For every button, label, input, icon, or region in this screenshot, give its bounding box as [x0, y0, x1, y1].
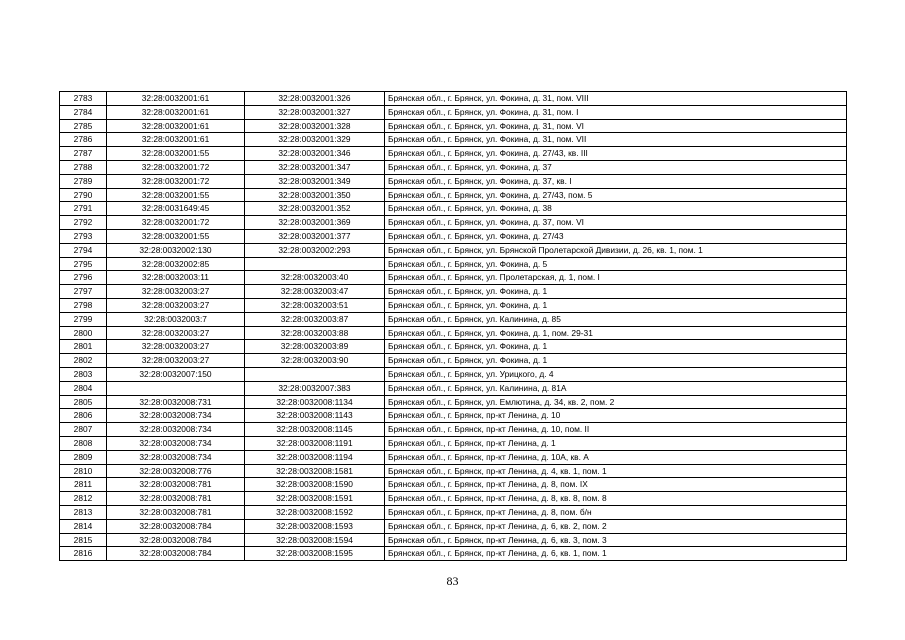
land-cadastral-number-cell: 32:28:0032001:61 — [107, 133, 245, 147]
object-cadastral-number-cell: 32:28:0032003:47 — [245, 285, 385, 299]
object-cadastral-number-cell: 32:28:0032003:88 — [245, 326, 385, 340]
address-cell: Брянская обл., г. Брянск, ул. Брянской Пролетарской Дивизии, д. 26, кв. 1, пом. 1 — [385, 243, 847, 257]
land-cadastral-number-cell: 32:28:0032002:130 — [107, 243, 245, 257]
land-cadastral-number-cell: 32:28:0032001:61 — [107, 119, 245, 133]
object-cadastral-number-cell: 32:28:0032008:1143 — [245, 409, 385, 423]
row-number-cell: 2798 — [60, 298, 107, 312]
row-number-cell: 2803 — [60, 367, 107, 381]
table-row — [60, 271, 847, 285]
land-cadastral-number-cell: 32:28:0032003:7 — [107, 312, 245, 326]
row-number-cell: 2796 — [60, 271, 107, 285]
table-row — [60, 147, 847, 161]
table-row — [60, 285, 847, 299]
address-cell: Брянская обл., г. Брянск, ул. Фокина, д. 27/43 — [385, 229, 847, 243]
land-cadastral-number-cell: 32:28:0032008:734 — [107, 423, 245, 437]
table-row — [60, 174, 847, 188]
table-row — [60, 492, 847, 506]
table-row — [60, 119, 847, 133]
object-cadastral-number-cell: 32:28:0032008:1145 — [245, 423, 385, 437]
address-cell: Брянская обл., г. Брянск, пр-кт Ленина, д. 6, кв. 1, пом. 1 — [385, 547, 847, 561]
land-cadastral-number-cell: 32:28:0032003:27 — [107, 285, 245, 299]
row-number-cell: 2805 — [60, 395, 107, 409]
address-cell: Брянская обл., г. Брянск, ул. Фокина, д. 1 — [385, 340, 847, 354]
table-row — [60, 257, 847, 271]
row-number-cell: 2787 — [60, 147, 107, 161]
document-sheet — [59, 91, 846, 561]
row-number-cell: 2795 — [60, 257, 107, 271]
object-cadastral-number-cell: 32:28:0032001:352 — [245, 202, 385, 216]
address-cell: Брянская обл., г. Брянск, ул. Фокина, д. 38 — [385, 202, 847, 216]
address-cell: Брянская обл., г. Брянск, пр-кт Ленина, д. 6, кв. 3, пом. 3 — [385, 533, 847, 547]
land-cadastral-number-cell: 32:28:0032003:27 — [107, 298, 245, 312]
object-cadastral-number-cell: 32:28:0032003:89 — [245, 340, 385, 354]
row-number-cell: 2792 — [60, 216, 107, 230]
address-cell: Брянская обл., г. Брянск, ул. Фокина, д. 31, пом. VII — [385, 133, 847, 147]
row-number-cell: 2794 — [60, 243, 107, 257]
address-cell: Брянская обл., г. Брянск, ул. Фокина, д. 27/43, кв. III — [385, 147, 847, 161]
address-cell: Брянская обл., г. Брянск, ул. Фокина, д. 31, пом. VI — [385, 119, 847, 133]
object-cadastral-number-cell: 32:28:0032001:377 — [245, 229, 385, 243]
land-cadastral-number-cell: 32:28:0032008:734 — [107, 409, 245, 423]
table-row — [60, 547, 847, 561]
object-cadastral-number-cell: 32:28:0032008:1591 — [245, 492, 385, 506]
address-cell: Брянская обл., г. Брянск, ул. Фокина, д. 31, пом. VIII — [385, 92, 847, 106]
land-cadastral-number-cell: 32:28:0032003:27 — [107, 326, 245, 340]
object-cadastral-number-cell: 32:28:0032001:326 — [245, 92, 385, 106]
row-number-cell: 2811 — [60, 478, 107, 492]
address-cell: Брянская обл., г. Брянск, ул. Пролетарская, д. 1, пом. I — [385, 271, 847, 285]
land-cadastral-number-cell: 32:28:0032001:72 — [107, 174, 245, 188]
table-row — [60, 409, 847, 423]
address-cell: Брянская обл., г. Брянск, ул. Фокина, д. 1 — [385, 285, 847, 299]
land-cadastral-number-cell: 32:28:0032002:85 — [107, 257, 245, 271]
table-row — [60, 395, 847, 409]
object-cadastral-number-cell: 32:28:0032002:293 — [245, 243, 385, 257]
address-cell: Брянская обл., г. Брянск, пр-кт Ленина, д. 8, кв. 8, пом. 8 — [385, 492, 847, 506]
land-cadastral-number-cell: 32:28:0032008:781 — [107, 478, 245, 492]
row-number-cell: 2791 — [60, 202, 107, 216]
address-cell: Брянская обл., г. Брянск, ул. Фокина, д. 37 — [385, 160, 847, 174]
object-cadastral-number-cell: 32:28:0032001:347 — [245, 160, 385, 174]
row-number-cell: 2813 — [60, 505, 107, 519]
row-number-cell: 2793 — [60, 229, 107, 243]
table-row — [60, 354, 847, 368]
land-cadastral-number-cell: 32:28:0032001:61 — [107, 105, 245, 119]
row-number-cell: 2814 — [60, 519, 107, 533]
address-cell: Брянская обл., г. Брянск, пр-кт Ленина, д. 4, кв. 1, пом. 1 — [385, 464, 847, 478]
land-cadastral-number-cell: 32:28:0032008:734 — [107, 436, 245, 450]
land-cadastral-number-cell: 32:28:0032008:781 — [107, 505, 245, 519]
land-cadastral-number-cell — [107, 381, 245, 395]
object-cadastral-number-cell: 32:28:0032008:1590 — [245, 478, 385, 492]
object-cadastral-number-cell: 32:28:0032008:1194 — [245, 450, 385, 464]
object-cadastral-number-cell — [245, 257, 385, 271]
land-cadastral-number-cell: 32:28:0032008:776 — [107, 464, 245, 478]
address-cell: Брянская обл., г. Брянск, ул. Фокина, д. 37, кв. I — [385, 174, 847, 188]
address-cell: Брянская обл., г. Брянск, ул. Емлютина, д. 34, кв. 2, пом. 2 — [385, 395, 847, 409]
table-row — [60, 298, 847, 312]
row-number-cell: 2790 — [60, 188, 107, 202]
object-cadastral-number-cell: 32:28:0032001:346 — [245, 147, 385, 161]
table-row — [60, 312, 847, 326]
table-row — [60, 216, 847, 230]
land-cadastral-number-cell: 32:28:0032008:731 — [107, 395, 245, 409]
row-number-cell: 2804 — [60, 381, 107, 395]
row-number-cell: 2808 — [60, 436, 107, 450]
land-cadastral-number-cell: 32:28:0032001:55 — [107, 229, 245, 243]
table-row — [60, 381, 847, 395]
object-cadastral-number-cell: 32:28:0032008:1594 — [245, 533, 385, 547]
object-cadastral-number-cell: 32:28:0032008:1593 — [245, 519, 385, 533]
address-cell: Брянская обл., г. Брянск, ул. Фокина, д. 5 — [385, 257, 847, 271]
address-cell: Брянская обл., г. Брянск, ул. Фокина, д. 37, пом. VI — [385, 216, 847, 230]
object-cadastral-number-cell — [245, 367, 385, 381]
table-row — [60, 92, 847, 106]
row-number-cell: 2786 — [60, 133, 107, 147]
address-cell: Брянская обл., г. Брянск, ул. Калинина, д. 81А — [385, 381, 847, 395]
row-number-cell: 2784 — [60, 105, 107, 119]
address-cell: Брянская обл., г. Брянск, ул. Фокина, д. 27/43, пом. 5 — [385, 188, 847, 202]
object-cadastral-number-cell: 32:28:0032001:369 — [245, 216, 385, 230]
land-cadastral-number-cell: 32:28:0032001:72 — [107, 160, 245, 174]
row-number-cell: 2783 — [60, 92, 107, 106]
land-cadastral-number-cell: 32:28:0032008:784 — [107, 547, 245, 561]
address-cell: Брянская обл., г. Брянск, пр-кт Ленина, д. 8, пом. б/н — [385, 505, 847, 519]
table-row — [60, 464, 847, 478]
table-row — [60, 105, 847, 119]
object-cadastral-number-cell: 32:28:0032003:90 — [245, 354, 385, 368]
address-cell: Брянская обл., г. Брянск, пр-кт Ленина, д. 10А, кв. А — [385, 450, 847, 464]
land-cadastral-number-cell: 32:28:0032007:150 — [107, 367, 245, 381]
land-cadastral-number-cell: 32:28:0032008:734 — [107, 450, 245, 464]
table-row — [60, 423, 847, 437]
land-cadastral-number-cell: 32:28:0032001:72 — [107, 216, 245, 230]
row-number-cell: 2788 — [60, 160, 107, 174]
address-cell: Брянская обл., г. Брянск, ул. Фокина, д. 31, пом. I — [385, 105, 847, 119]
object-cadastral-number-cell: 32:28:0032001:350 — [245, 188, 385, 202]
row-number-cell: 2812 — [60, 492, 107, 506]
object-cadastral-number-cell: 32:28:0032001:349 — [245, 174, 385, 188]
address-cell: Брянская обл., г. Брянск, ул. Фокина, д. 1 — [385, 298, 847, 312]
land-cadastral-number-cell: 32:28:0032003:27 — [107, 354, 245, 368]
row-number-cell: 2807 — [60, 423, 107, 437]
address-cell: Брянская обл., г. Брянск, пр-кт Ленина, д. 6, кв. 2, пом. 2 — [385, 519, 847, 533]
row-number-cell: 2801 — [60, 340, 107, 354]
table-row — [60, 202, 847, 216]
land-cadastral-number-cell: 32:28:0031649:45 — [107, 202, 245, 216]
land-cadastral-number-cell: 32:28:0032001:55 — [107, 188, 245, 202]
address-cell: Брянская обл., г. Брянск, пр-кт Ленина, д. 1 — [385, 436, 847, 450]
address-cell: Брянская обл., г. Брянск, ул. Фокина, д. 1 — [385, 354, 847, 368]
table-row — [60, 326, 847, 340]
object-cadastral-number-cell: 32:28:0032003:87 — [245, 312, 385, 326]
table-body — [60, 92, 847, 561]
row-number-cell: 2802 — [60, 354, 107, 368]
object-cadastral-number-cell: 32:28:0032003:40 — [245, 271, 385, 285]
table-row — [60, 367, 847, 381]
object-cadastral-number-cell: 32:28:0032008:1592 — [245, 505, 385, 519]
table-row — [60, 243, 847, 257]
row-number-cell: 2785 — [60, 119, 107, 133]
table-row — [60, 533, 847, 547]
row-number-cell: 2806 — [60, 409, 107, 423]
object-cadastral-number-cell: 32:28:0032001:329 — [245, 133, 385, 147]
object-cadastral-number-cell: 32:28:0032008:1134 — [245, 395, 385, 409]
object-cadastral-number-cell: 32:28:0032003:51 — [245, 298, 385, 312]
object-cadastral-number-cell: 32:28:0032008:1581 — [245, 464, 385, 478]
land-cadastral-number-cell: 32:28:0032001:61 — [107, 92, 245, 106]
table-row — [60, 505, 847, 519]
land-cadastral-number-cell: 32:28:0032003:27 — [107, 340, 245, 354]
row-number-cell: 2816 — [60, 547, 107, 561]
land-cadastral-number-cell: 32:28:0032001:55 — [107, 147, 245, 161]
page-number: 83 — [446, 574, 459, 588]
object-cadastral-number-cell: 32:28:0032008:1595 — [245, 547, 385, 561]
object-cadastral-number-cell: 32:28:0032001:328 — [245, 119, 385, 133]
table-row — [60, 229, 847, 243]
table-row — [60, 450, 847, 464]
table-row — [60, 340, 847, 354]
object-cadastral-number-cell: 32:28:0032007:383 — [245, 381, 385, 395]
address-cell: Брянская обл., г. Брянск, ул. Калинина, д. 85 — [385, 312, 847, 326]
address-cell: Брянская обл., г. Брянск, пр-кт Ленина, д. 8, пом. IX — [385, 478, 847, 492]
property-table — [59, 91, 847, 561]
row-number-cell: 2797 — [60, 285, 107, 299]
land-cadastral-number-cell: 32:28:0032003:11 — [107, 271, 245, 285]
table-row — [60, 519, 847, 533]
row-number-cell: 2809 — [60, 450, 107, 464]
object-cadastral-number-cell: 32:28:0032008:1191 — [245, 436, 385, 450]
row-number-cell: 2815 — [60, 533, 107, 547]
address-cell: Брянская обл., г. Брянск, пр-кт Ленина, д. 10 — [385, 409, 847, 423]
table-row — [60, 436, 847, 450]
land-cadastral-number-cell: 32:28:0032008:784 — [107, 533, 245, 547]
table-row — [60, 160, 847, 174]
land-cadastral-number-cell: 32:28:0032008:781 — [107, 492, 245, 506]
land-cadastral-number-cell: 32:28:0032008:784 — [107, 519, 245, 533]
row-number-cell: 2789 — [60, 174, 107, 188]
object-cadastral-number-cell: 32:28:0032001:327 — [245, 105, 385, 119]
address-cell: Брянская обл., г. Брянск, пр-кт Ленина, д. 10, пом. II — [385, 423, 847, 437]
table-row — [60, 133, 847, 147]
table-row — [60, 478, 847, 492]
row-number-cell: 2800 — [60, 326, 107, 340]
address-cell: Брянская обл., г. Брянск, ул. Урицкого, д. 4 — [385, 367, 847, 381]
table-row — [60, 188, 847, 202]
address-cell: Брянская обл., г. Брянск, ул. Фокина, д. 1, пом. 29-31 — [385, 326, 847, 340]
row-number-cell: 2810 — [60, 464, 107, 478]
row-number-cell: 2799 — [60, 312, 107, 326]
